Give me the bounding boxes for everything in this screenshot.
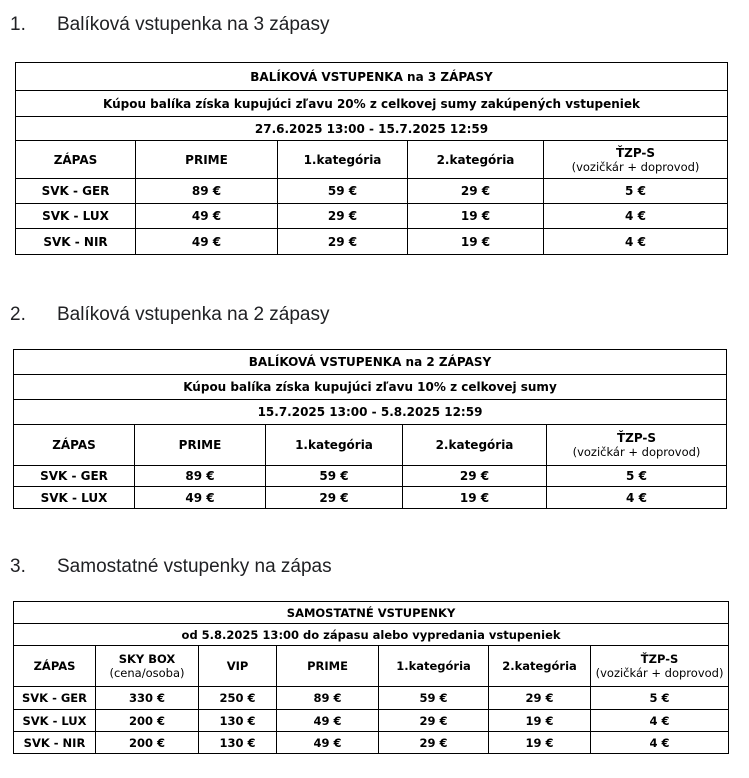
column-header: PRIME (136, 141, 278, 179)
table-cell: 59 € (278, 179, 408, 204)
table-note: Kúpou balíka získa kupujúci zľavu 20% z celkovej sumy zakúpených vstupeniek (16, 91, 728, 117)
table-cell: 49 € (136, 229, 278, 255)
table-cell: 5 € (544, 179, 728, 204)
table-cell: 200 € (96, 710, 199, 732)
table-cell: SVK - NIR (16, 229, 136, 255)
table-cell: SVK - NIR (14, 732, 96, 754)
section-3-number: 3. (10, 556, 26, 577)
column-header: 2.kategória (403, 425, 547, 466)
column-header-sub: (cena/osoba) (109, 666, 185, 680)
table-cell: 29 € (278, 204, 408, 229)
table-cell: 29 € (379, 732, 489, 754)
table-note: Kúpou balíka získa kupujúci zľavu 10% z celkovej sumy (14, 375, 727, 400)
table-cell: 19 € (403, 487, 547, 509)
table-row (16, 204, 728, 229)
table-cell: 49 € (136, 204, 278, 229)
section-2-number: 2. (10, 304, 26, 325)
table-cell: 4 € (547, 487, 727, 509)
table-row (14, 487, 727, 509)
table-row (14, 710, 729, 732)
column-header: ŤZP-S (615, 145, 656, 160)
table-cell: 4 € (544, 204, 728, 229)
package-2-matches-table (13, 349, 727, 509)
table-cell: 130 € (199, 732, 277, 754)
column-header: SKY BOX (118, 652, 176, 666)
table-cell: SVK - LUX (14, 487, 135, 509)
table-cell: 89 € (136, 179, 278, 204)
table-cell: 29 € (278, 229, 408, 255)
table-row (14, 687, 729, 710)
column-header: ŤZP-S (616, 431, 657, 445)
column-header: 2.kategória (408, 141, 544, 179)
table-cell: 29 € (489, 687, 591, 710)
table-cell: 330 € (96, 687, 199, 710)
single-tickets-table (13, 601, 729, 754)
column-header-tzp (544, 141, 728, 179)
section-3-title: Samostatné vstupenky na zápas (57, 556, 332, 577)
table-cell: 29 € (379, 710, 489, 732)
table-cell: 49 € (135, 487, 266, 509)
table-cell: SVK - GER (14, 687, 96, 710)
table-header-row (14, 425, 727, 466)
table-cell: 49 € (277, 732, 379, 754)
table-cell: 59 € (379, 687, 489, 710)
column-header-sub: (vozičkár + doprovod) (571, 159, 700, 174)
column-header: PRIME (135, 425, 266, 466)
table-cell: SVK - GER (14, 466, 135, 487)
table-cell: 19 € (408, 204, 544, 229)
table-cell: 49 € (277, 710, 379, 732)
section-2-title: Balíková vstupenka na 2 zápasy (57, 304, 330, 325)
column-header-tzp (591, 646, 729, 687)
table-cell: 19 € (489, 710, 591, 732)
table-cell: 29 € (403, 466, 547, 487)
column-header: 1.kategória (266, 425, 403, 466)
column-header: 2.kategória (489, 646, 591, 687)
table-cell: 19 € (408, 229, 544, 255)
table-cell: 29 € (266, 487, 403, 509)
table-header-row (16, 141, 728, 179)
table-title: BALÍKOVÁ VSTUPENKA na 3 ZÁPASY (16, 63, 728, 91)
table-cell: 89 € (277, 687, 379, 710)
column-header: 1.kategória (379, 646, 489, 687)
table-cell: 5 € (547, 466, 727, 487)
table-title: SAMOSTATNÉ VSTUPENKY (14, 602, 729, 624)
table-cell: 4 € (591, 732, 729, 754)
column-header: VIP (199, 646, 277, 687)
table-cell: 29 € (408, 179, 544, 204)
table-title: BALÍKOVÁ VSTUPENKA na 2 ZÁPASY (14, 350, 727, 375)
table-period: 27.6.2025 13:00 - 15.7.2025 12:59 (16, 117, 728, 141)
column-header: ZÁPAS (14, 425, 135, 466)
column-header-sub: (vozičkár + doprovod) (595, 666, 724, 680)
column-header: ŤZP-S (640, 652, 679, 666)
table-period: 15.7.2025 13:00 - 5.8.2025 12:59 (14, 400, 727, 425)
column-header: ZÁPAS (16, 141, 136, 179)
table-cell: 200 € (96, 732, 199, 754)
table-cell: 5 € (591, 687, 729, 710)
column-header: 1.kategória (278, 141, 408, 179)
table-cell: 4 € (544, 229, 728, 255)
table-row (16, 179, 728, 204)
table-cell: 4 € (591, 710, 729, 732)
table-row (14, 732, 729, 754)
table-header-row (14, 646, 729, 687)
table-cell: SVK - LUX (14, 710, 96, 732)
table-cell: SVK - LUX (16, 204, 136, 229)
table-cell: 130 € (199, 710, 277, 732)
table-row (14, 466, 727, 487)
column-header: PRIME (277, 646, 379, 687)
column-header: ZÁPAS (14, 646, 96, 687)
section-3-heading (10, 556, 332, 578)
section-1-number: 1. (10, 14, 26, 35)
column-header-sub: (vozičkár + doprovod) (572, 445, 701, 459)
table-period: od 5.8.2025 13:00 do zápasu alebo vypredania vstupeniek (14, 624, 729, 646)
section-1-title: Balíková vstupenka na 3 zápasy (57, 14, 330, 35)
column-header-tzp (547, 425, 727, 466)
table-cell: SVK - GER (16, 179, 136, 204)
package-3-matches-table (15, 62, 728, 255)
section-1-heading (10, 14, 330, 36)
column-header-skybox (96, 646, 199, 687)
table-cell: 19 € (489, 732, 591, 754)
table-cell: 59 € (266, 466, 403, 487)
section-2-heading (10, 304, 330, 326)
table-cell: 250 € (199, 687, 277, 710)
table-cell: 89 € (135, 466, 266, 487)
table-row (16, 229, 728, 255)
